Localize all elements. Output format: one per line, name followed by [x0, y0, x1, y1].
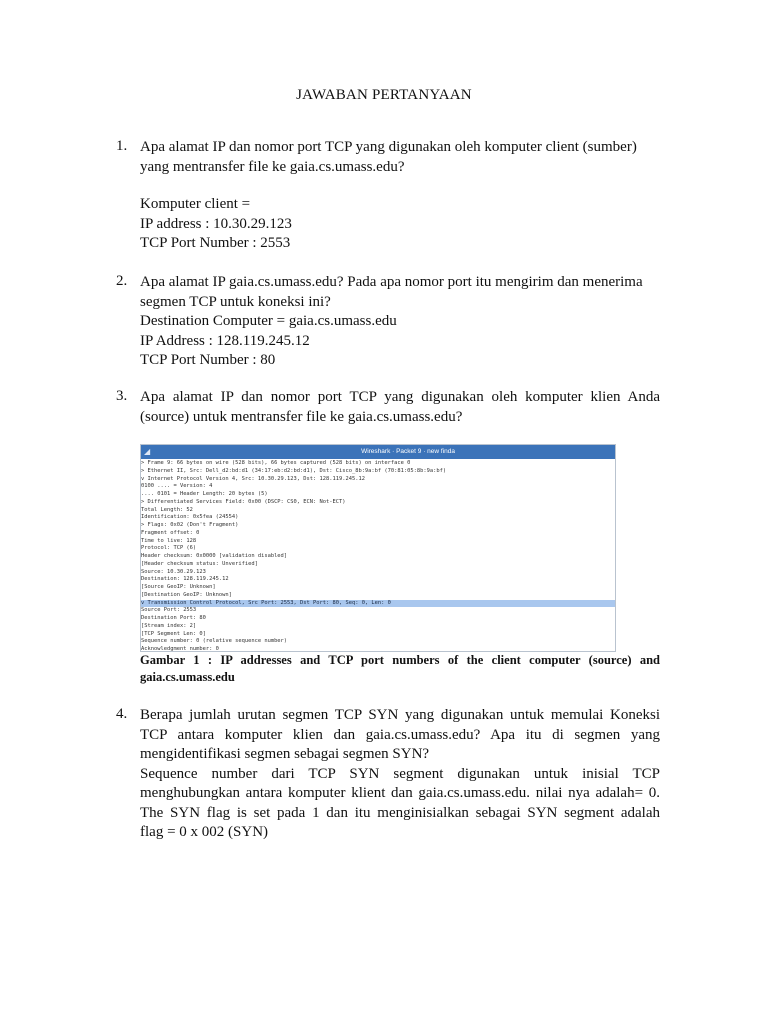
caption-line: gaia.cs.umass.edu [140, 670, 235, 684]
packet-detail-row: > Ethernet II, Src: Dell_d2:bd:d1 (34:17:eb:d2:bd:d1), Dst: Cisco_8b:9a:bf (70:81:05:8b:9a:bf) [141, 467, 447, 474]
packet-detail-row: Time to live: 128 [141, 537, 197, 544]
question-line: Apa alamat IP dan nomor port TCP yang digunakan oleh komputer client (sumber) [140, 139, 637, 155]
question-line: Sequence number dari TCP SYN segment digunakan untuk inisial TCP [140, 765, 660, 782]
packet-detail-row: .... 0101 = Header Length: 20 bytes (5) [141, 491, 268, 497]
answer-line: TCP Port Number : 2553 [140, 235, 291, 251]
question-line: The SYN flag is set pada 1 dan itu menginisialkan sebagai SYN segment adalah [140, 804, 660, 821]
packet-detail-row: Total Length: 52 [141, 506, 193, 513]
question-number: 4. [116, 706, 128, 722]
packet-detail-row: > Flags: 0x02 (Don't Fragment) [141, 522, 239, 528]
question-line: IP Address : 128.119.245.12 [140, 332, 310, 349]
question-text [140, 273, 660, 371]
packet-detail-row: [Header checksum status: Unverified] [141, 560, 258, 567]
packet-detail-row: Destination: 128.119.245.12 [141, 576, 229, 583]
question-number: 2. [116, 273, 128, 289]
packet-detail-row: Acknowledgment number: 0 [141, 646, 219, 652]
question-text [140, 138, 660, 177]
wireshark-screenshot [140, 444, 616, 652]
question-line: segmen TCP untuk koneksi ini? [140, 293, 331, 310]
question-line: mengidentifikasi segmen sebagai segmen SYN? [140, 746, 430, 762]
question-number: 1. [116, 138, 128, 154]
packet-detail-row: v Transmission Control Protocol, Src Port: 2553, Dst Port: 80, Seq: 0, Len: 0 [141, 600, 615, 608]
window-title-bar [141, 445, 615, 459]
packet-detail-tree [141, 459, 615, 652]
question-line: TCP Port Number : 80 [140, 352, 276, 368]
question-number: 3. [116, 388, 128, 404]
packet-detail-row: [TCP Segment Len: 0] [141, 630, 206, 637]
packet-detail-row: Header checksum: 0x0000 [validation disabled] [141, 553, 288, 559]
answer-line: IP address : 10.30.29.123 [140, 215, 292, 232]
packet-detail-row: > Differentiated Services Field: 0x00 (DSCP: CS0, ECN: Not-ECT) [141, 498, 346, 505]
packet-detail-row: Fragment offset: 0 [141, 529, 200, 536]
window-title: Wireshark · Packet 9 · new finda [361, 448, 455, 455]
question-line: Apa alamat IP gaia.cs.umass.edu? Pada apa nomor port itu mengirim dan menerima [140, 274, 643, 290]
caption-line: Gambar 1 : IP addresses and TCP port numbers of the client computer (source) and [140, 653, 660, 667]
answer-line: Komputer client = [140, 196, 251, 212]
question-line: Destination Computer = gaia.cs.umass.edu [140, 313, 397, 329]
figure-caption [140, 652, 660, 686]
answer-text [140, 195, 660, 254]
packet-detail-row: Source: 10.30.29.123 [141, 568, 206, 575]
packet-detail-row: 0100 .... = Version: 4 [141, 483, 213, 490]
packet-detail-row: > Frame 9: 66 bytes on wire (528 bits), 66 bytes captured (528 bits) on interface 0 [141, 460, 411, 466]
packet-detail-row: Protocol: TCP (6) [141, 545, 197, 552]
wireshark-fin-icon: ◢ [144, 447, 151, 456]
packet-detail-row: Source Port: 2553 [141, 607, 197, 614]
packet-detail-row: Destination Port: 80 [141, 615, 206, 621]
question-line: Apa alamat IP dan nomor port TCP yang digunakan oleh komputer klien Anda [140, 389, 660, 405]
question-line: flag = 0 x 002 (SYN) [140, 824, 269, 840]
packet-detail-row: [Stream index: 2] [141, 622, 197, 629]
question-line: (source) untuk mentransfer file ke gaia.cs.umass.edu? [140, 408, 463, 425]
packet-detail-row: v Internet Protocol Version 4, Src: 10.30.29.123, Dst: 128.119.245.12 [141, 475, 365, 482]
page-title: JAWABAN PERTANYAAN [296, 87, 472, 103]
question-line: Berapa jumlah urutan segmen TCP SYN yang digunakan untuk memulai Koneksi [140, 707, 660, 723]
packet-detail-row: [Source GeoIP: Unknown] [141, 584, 216, 590]
question-line: yang mentransfer file ke gaia.cs.umass.edu? [140, 158, 405, 175]
question-text [140, 388, 660, 427]
question-line: menghubungkan antara komputer klient dan gaia.cs.umass.edu. nilai nya adalah= 0. [140, 785, 660, 801]
question-line: TCP antara komputer klien dan gaia.cs.umass.edu? Apa itu di segmen yang [140, 726, 660, 743]
question-text [140, 706, 660, 843]
packet-detail-row: [Destination GeoIP: Unknown] [141, 591, 232, 598]
packet-detail-row: Identification: 0x5fea (24554) [141, 514, 239, 521]
packet-detail-row: Sequence number: 0 (relative sequence number) [141, 638, 288, 645]
